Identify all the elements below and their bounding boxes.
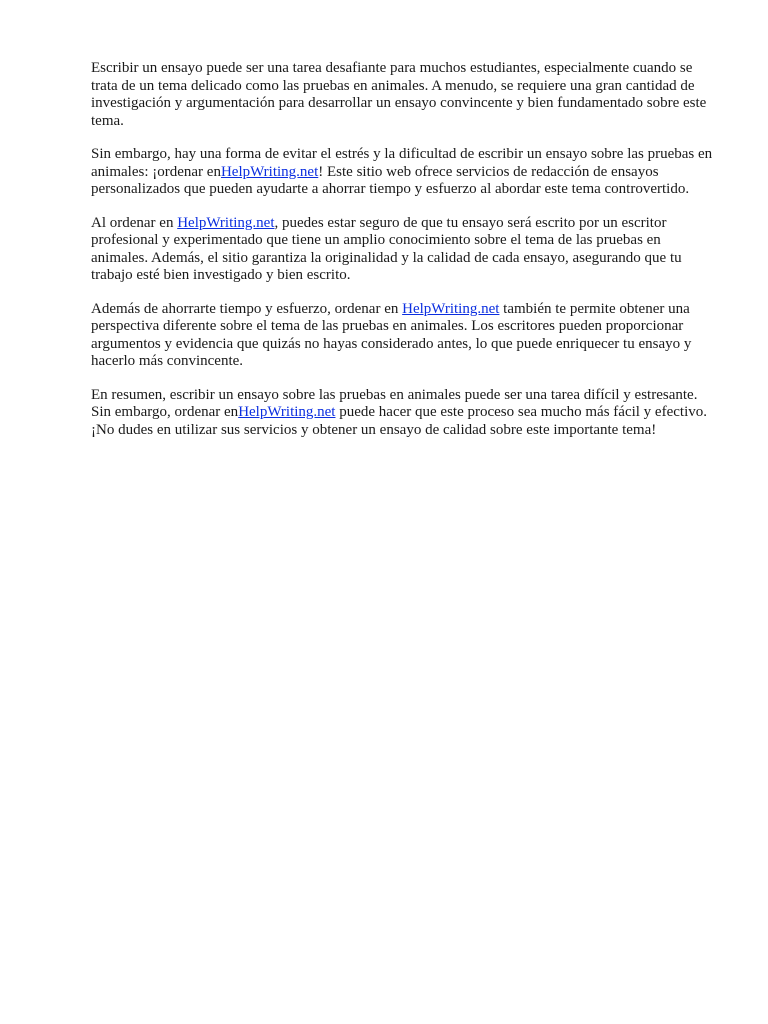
paragraph-summary <box>91 387 721 440</box>
helpwriting-link[interactable]: HelpWriting.net <box>238 404 336 420</box>
paragraph-text: Además de ahorrarte tiempo y esfuerzo, ordenar en <box>91 300 403 317</box>
paragraph-text: Al ordenar en <box>91 214 178 231</box>
paragraph-text: puede hacer que este proceso sea mucho más fácil y efectivo. ¡No dudes en utilizar sus servicios y obtener un ensayo de calidad sobre este importante tema! <box>91 404 707 438</box>
paragraph-text: también te permite obtener una perspectiva diferente sobre el tema de las pruebas en animales. Los escritores pueden proporcionar argumentos y evidencia que quizás no hayas considerado antes, lo que puede enriquecer tu ensayo y hacerlo más convincente. <box>91 300 692 369</box>
paragraph-text: , puedes estar seguro de que tu ensayo será escrito por un escritor profesional y experimentado que tiene un amplio conocimiento sobre el tema de las pruebas en animales. Además, el sitio garantiza la originalidad y la calidad de cada ensayo, asegurando que tu trabajo esté bien investigado y bien escrito. <box>91 214 682 283</box>
paragraph-text: Sin embargo, hay una forma de evitar el estrés y la dificultad de escribir un ensayo sobre las pruebas en animales: ¡ordenar en <box>91 146 713 180</box>
document-body <box>91 60 721 455</box>
paragraph-benefits <box>91 215 721 285</box>
paragraph-intro: Escribir un ensayo puede ser una tarea desafiante para muchos estudiantes, especialmente cuando se trata de un tema delicado como las pruebas en animales. A menudo, se requiere una gran cantidad de investigación y argumentación para desarrollar un ensayo convincente y bien fundamentado sobre este tema. <box>91 60 707 129</box>
paragraph-text: ! Este sitio web ofrece servicios de redacción de ensayos personalizados que pueden ayudarte a ahorrar tiempo y esfuerzo al abordar este tema controvertido. <box>91 163 690 197</box>
paragraph-text: En resumen, escribir un ensayo sobre las pruebas en animales puede ser una tarea difícil y estresante. Sin embargo, ordenar en <box>91 386 698 420</box>
helpwriting-link[interactable]: HelpWriting.net <box>402 300 500 317</box>
helpwriting-link[interactable]: HelpWriting.net <box>220 163 319 180</box>
helpwriting-link[interactable]: HelpWriting.net <box>177 214 275 231</box>
paragraph-perspective <box>91 301 721 371</box>
paragraph-alternative <box>91 146 721 199</box>
